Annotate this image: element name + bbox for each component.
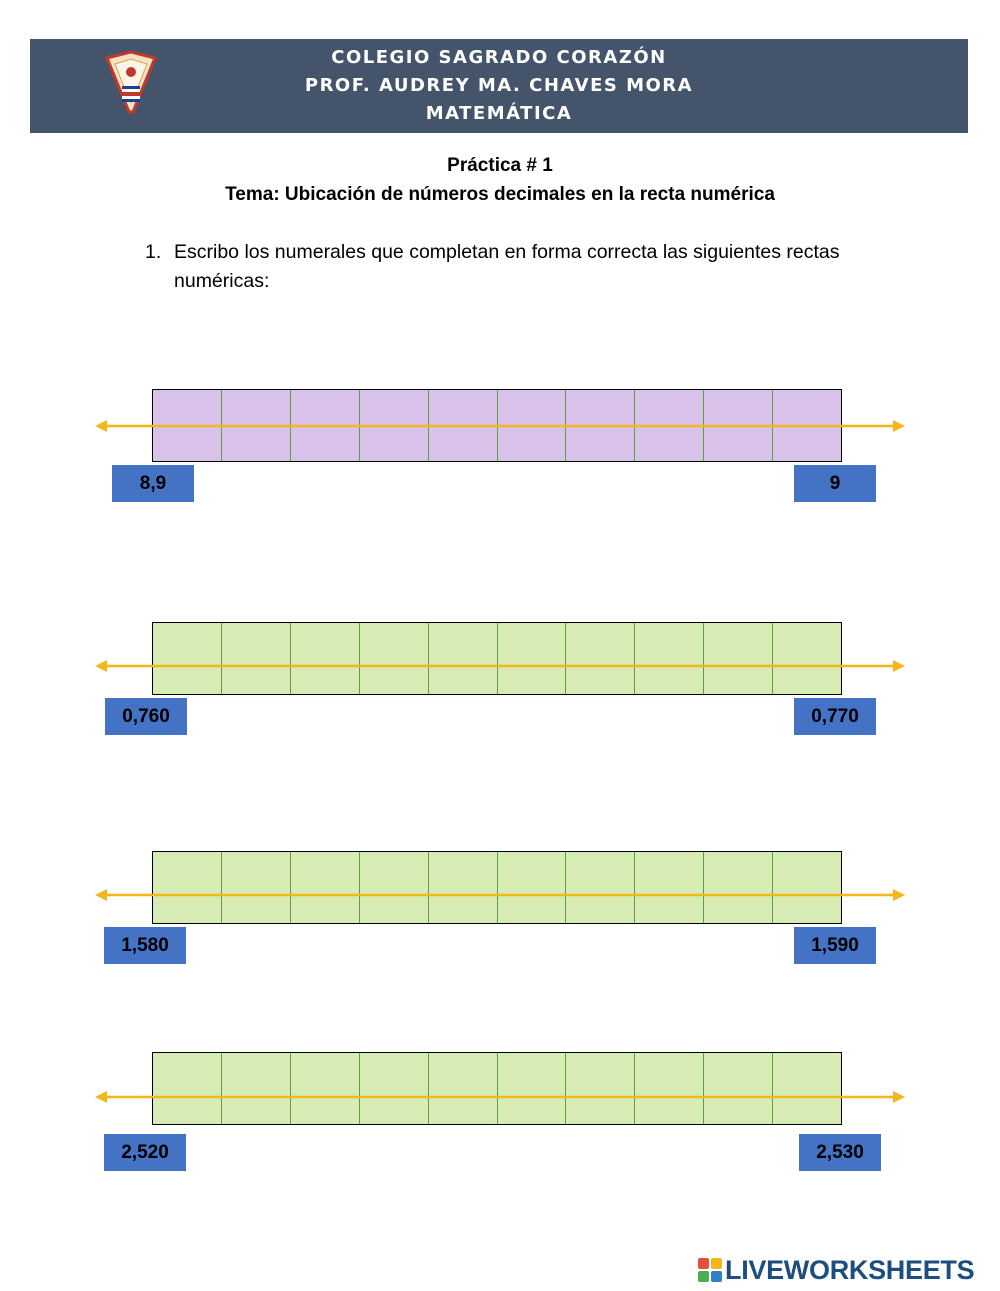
practice-topic: Tema: Ubicación de números decimales en la recta numérica xyxy=(225,184,775,205)
segment-cell xyxy=(635,1053,704,1124)
double-arrow-axis xyxy=(95,888,905,902)
end-value-box: 2,530 xyxy=(799,1134,881,1171)
segment-cell xyxy=(773,1053,841,1124)
end-value-box: 0,770 xyxy=(794,698,876,735)
segment-cell xyxy=(360,1053,429,1124)
subject-name: MATEMÁTICA xyxy=(425,103,573,124)
start-value-box: 1,580 xyxy=(104,927,186,964)
double-arrow-axis xyxy=(95,419,905,433)
segment-cell xyxy=(291,1053,360,1124)
start-value-box: 2,520 xyxy=(104,1134,186,1171)
number-line-box xyxy=(152,1052,842,1125)
double-arrow-axis xyxy=(95,1090,905,1104)
segment-cell xyxy=(153,1053,222,1124)
segment-cell xyxy=(222,1053,291,1124)
start-value-box: 8,9 xyxy=(112,465,194,502)
brand-name: LIVEWORKSHEETS xyxy=(725,1254,975,1285)
liveworksheets-brand xyxy=(698,1255,974,1285)
teacher-name: PROF. AUDREY MA. CHAVES MORA xyxy=(304,75,694,96)
liveworksheets-logo-icon xyxy=(698,1258,722,1282)
segment-cell xyxy=(704,1053,773,1124)
school-name: COLEGIO SAGRADO CORAZÓN xyxy=(331,47,667,68)
segment-cell xyxy=(429,1053,498,1124)
end-value-box: 1,590 xyxy=(794,927,876,964)
segment-cell xyxy=(566,1053,635,1124)
header-banner xyxy=(30,39,968,133)
instruction-number: 1. xyxy=(145,241,162,263)
segment-cell xyxy=(498,1053,567,1124)
end-value-box: 9 xyxy=(794,465,876,502)
practice-title: Práctica # 1 xyxy=(447,155,553,176)
start-value-box: 0,760 xyxy=(105,698,187,735)
instruction-text: Escribo los numerales que completan en forma correcta las siguientes rectas numéricas: xyxy=(174,241,840,292)
double-arrow-axis xyxy=(95,659,905,673)
